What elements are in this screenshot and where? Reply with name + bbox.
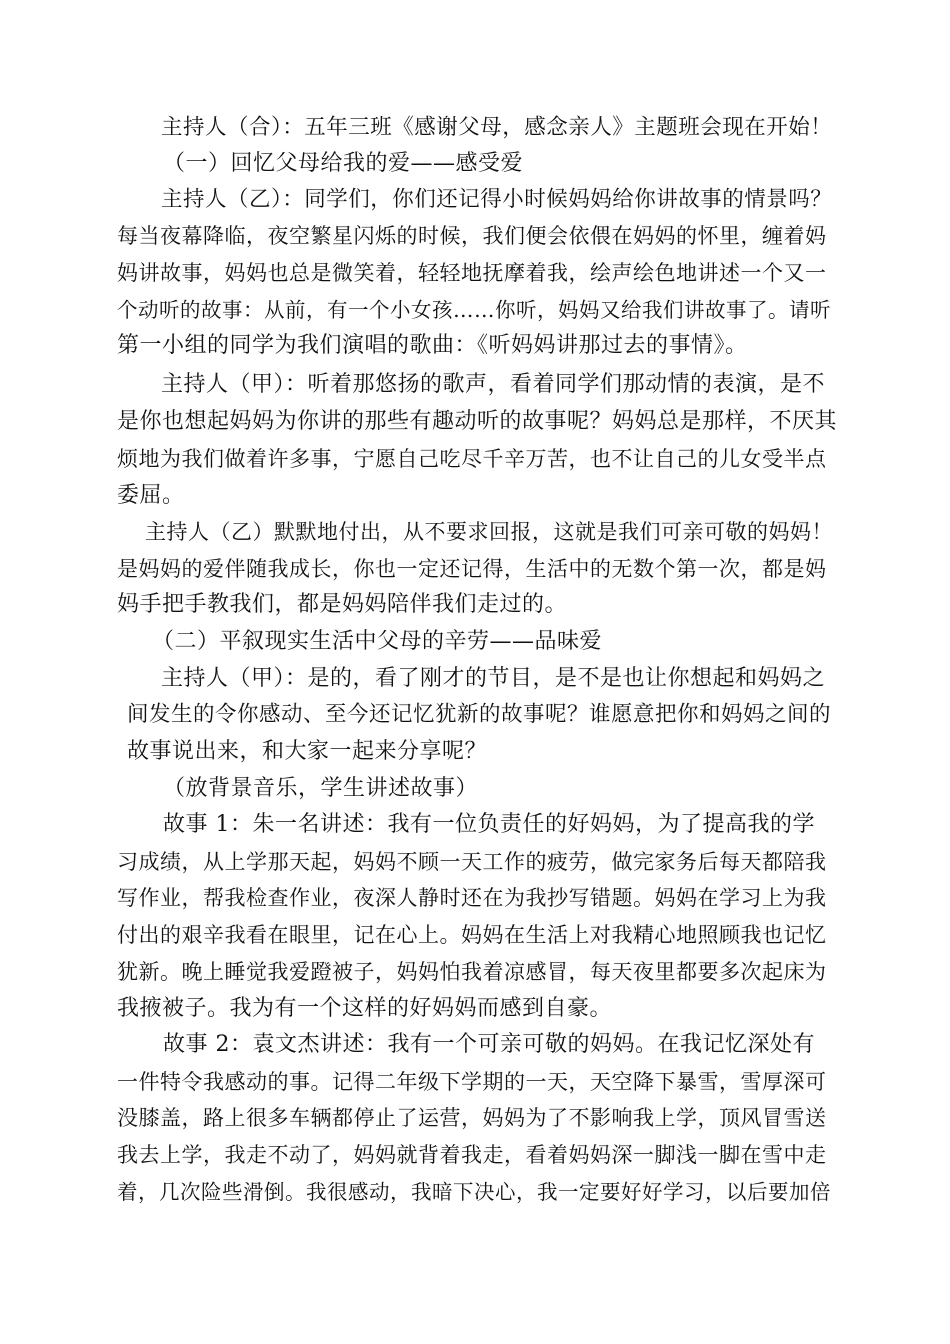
- paragraph-line: 主持人（乙）：同学们，你们还记得小时候妈妈给你讲故事的情景吗？: [161, 187, 833, 212]
- story-1-line: 习成绩，从上学那天起，妈妈不顾一天工作的疲劳，做完家务后每天都陪我: [117, 850, 827, 874]
- story-2-line: 故事 2：袁文杰讲述：我有一个可亲可敬的妈妈。在我记忆深处有: [163, 1032, 815, 1057]
- paragraph-line: 每当夜幕降临，夜空繁星闪烁的时候，我们便会依偎在妈妈的怀里，缠着妈: [117, 224, 827, 248]
- story-1-line: 写作业，帮我检查作业，夜深人静时还在为我抄写错题。妈妈在学习上为我: [117, 886, 827, 910]
- paragraph-line: 主持人（甲）：是的，看了刚才的节目，是不是也让你想起和妈妈之: [161, 666, 826, 691]
- paragraph-line: 是妈妈的爱伴随我成长，你也一定还记得，生活中的无数个第一次，都是妈: [117, 557, 827, 581]
- paragraph-line: 是你也想起妈妈为你讲的那些有趣动听的故事呢？妈妈总是那样，不厌其: [117, 409, 838, 434]
- story-2-line: 着，几次险些滑倒。我很感动，我暗下决心，我一定要好好学习，以后要加倍: [117, 1180, 831, 1204]
- paragraph-line: 间发生的令你感动、至今还记忆犹新的故事呢？谁愿意把你和妈妈之间的: [127, 702, 832, 727]
- story-1-line: 犹新。晚上睡觉我爱蹬被子，妈妈怕我着凉感冒，每天夜里都要多次起床为: [117, 960, 827, 984]
- story-1-line: 付出的艰辛我看在眼里，记在心上。妈妈在生活上对我精心地照顾我也记忆: [117, 923, 827, 947]
- story-2-line: 一件特令我感动的事。记得二年级下学期的一天，天空降下暴雪，雪厚深可: [117, 1070, 827, 1094]
- paragraph-line: 妈讲故事，妈妈也总是微笑着，轻轻地抚摩着我，绘声绘色地讲述一个又一: [117, 261, 827, 285]
- paragraph-line: 个动听的故事：从前，有一个小女孩……你听，妈妈又给我们讲故事了。请听: [117, 298, 831, 322]
- story-2-line: 没膝盖，路上很多车辆都停止了运营，妈妈为了不影响我上学，顶风冒雪送: [117, 1106, 827, 1130]
- section-heading-1: （一）回忆父母给我的爱——感受爱: [163, 151, 524, 176]
- line-opening-announcement: 主持人（合）：五年三班《感谢父母，感念亲人》主题班会现在开始！: [161, 115, 833, 140]
- story-1-line: 我掖被子。我为有一个这样的好妈妈而感到自豪。: [117, 996, 613, 1021]
- paragraph-line: 烦地为我们做着许多事，宁愿自己吃尽千辛万苦，也不让自己的儿女受半点: [117, 447, 827, 471]
- story-2-line: 我去上学，我走不动了，妈妈就背着我走，看着妈妈深一脚浅一脚在雪中走: [117, 1143, 827, 1167]
- paragraph-line: 妈手把手教我们，都是妈妈陪伴我们走过的。: [117, 592, 568, 617]
- story-1-line: 故事 1：朱一名讲述：我有一位负责任的好妈妈，为了提高我的学: [163, 812, 815, 837]
- paragraph-line: 主持人（乙）默默地付出，从不要求回报，这就是我们可亲可敬的妈妈！: [145, 520, 833, 544]
- paragraph-line: 主持人（甲）：听着那悠扬的歌声，看着同学们那动情的表演，是不: [161, 372, 826, 397]
- section-heading-2: （二）平叙现实生活中父母的辛劳——品味爱: [152, 629, 603, 654]
- stage-direction: （放背景音乐，学生讲述故事）: [163, 776, 479, 801]
- paragraph-line: 故事说出来，和大家一起来分享呢？: [127, 739, 488, 764]
- paragraph-line: 第一小组的同学为我们演唱的歌曲：《听妈妈讲那过去的事情》。: [117, 333, 748, 358]
- paragraph-line: 委屈。: [117, 483, 185, 508]
